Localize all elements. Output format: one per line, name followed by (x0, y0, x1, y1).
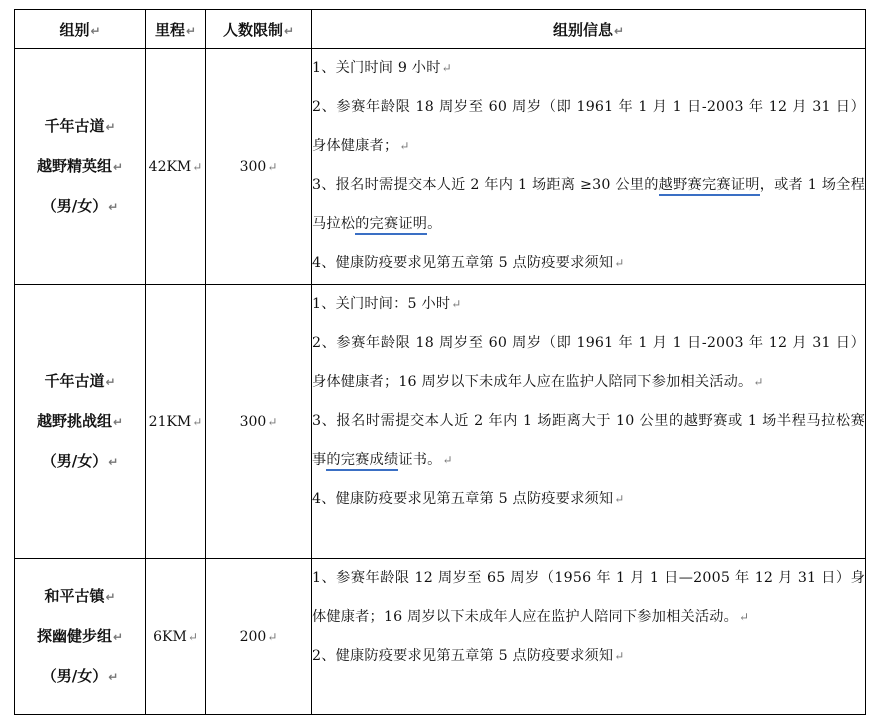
header-distance: 里程↵ (146, 10, 206, 49)
info-cell (312, 285, 866, 559)
info-cell (312, 49, 866, 285)
limit-cell: 300↵ (206, 49, 312, 285)
info-line: 2、参赛年龄限 18 周岁至 60 周岁（即 1961 年 1 月 1 日-2003 年 12 月 31 日）身体健康者；↵ (312, 99, 865, 154)
table-row (15, 285, 866, 559)
header-row (15, 10, 866, 49)
table-row (15, 49, 866, 285)
header-group: 组别↵ (15, 10, 146, 49)
info-line: 1、参赛年龄限 12 周岁至 65 周岁（1956 年 1 月 1 日—2005 年 12 月 31 日）身体健康者；16 周岁以下未成年人应在监护人陪同下参加相关活动。↵ (312, 570, 865, 625)
distance-cell: 42KM↵ (146, 49, 206, 285)
group-cell: 千年古道↵ 越野精英组↵ （男/女）↵ (15, 49, 146, 285)
distance-cell: 6KM↵ (146, 559, 206, 715)
info-line: 3、报名时需提交本人近 2 年内 1 场距离大于 10 公里的越野赛或 1 场半程马拉松赛事的完赛成绩证书。↵ (312, 402, 865, 480)
info-line: 2、参赛年龄限 18 周岁至 60 周岁（即 1961 年 1 月 1 日-2003 年 12 月 31 日）身体健康者；16 周岁以下未成年人应在监护人陪同下参加相关活动。↵ (312, 335, 865, 390)
info-line: 3、报名时需提交本人近 2 年内 1 场距离 ≥30 公里的越野赛完赛证明，或者 1 场全程马拉松的完赛证明。 (312, 166, 865, 244)
info-cell (312, 559, 866, 715)
limit-cell: 300↵ (206, 285, 312, 559)
header-info: 组别信息↵ (312, 10, 866, 49)
distance-cell: 21KM↵ (146, 285, 206, 559)
info-line: 2、健康防疫要求见第五章第 5 点防疫要求须知↵ (312, 648, 625, 664)
registration-table (14, 9, 866, 715)
info-line: 4、健康防疫要求见第五章第 5 点防疫要求须知↵ (312, 255, 625, 271)
info-line: 4、健康防疫要求见第五章第 5 点防疫要求须知↵ (312, 491, 625, 507)
group-cell: 和平古镇↵ 探幽健步组↵ （男/女）↵ (15, 559, 146, 715)
info-line: 1、关门时间 9 小时↵ (312, 60, 452, 76)
info-line: 1、关门时间：5 小时↵ (312, 296, 462, 312)
limit-cell: 200↵ (206, 559, 312, 715)
header-limit: 人数限制↵ (206, 10, 312, 49)
group-cell: 千年古道↵ 越野挑战组↵ （男/女）↵ (15, 285, 146, 559)
table-row (15, 559, 866, 715)
